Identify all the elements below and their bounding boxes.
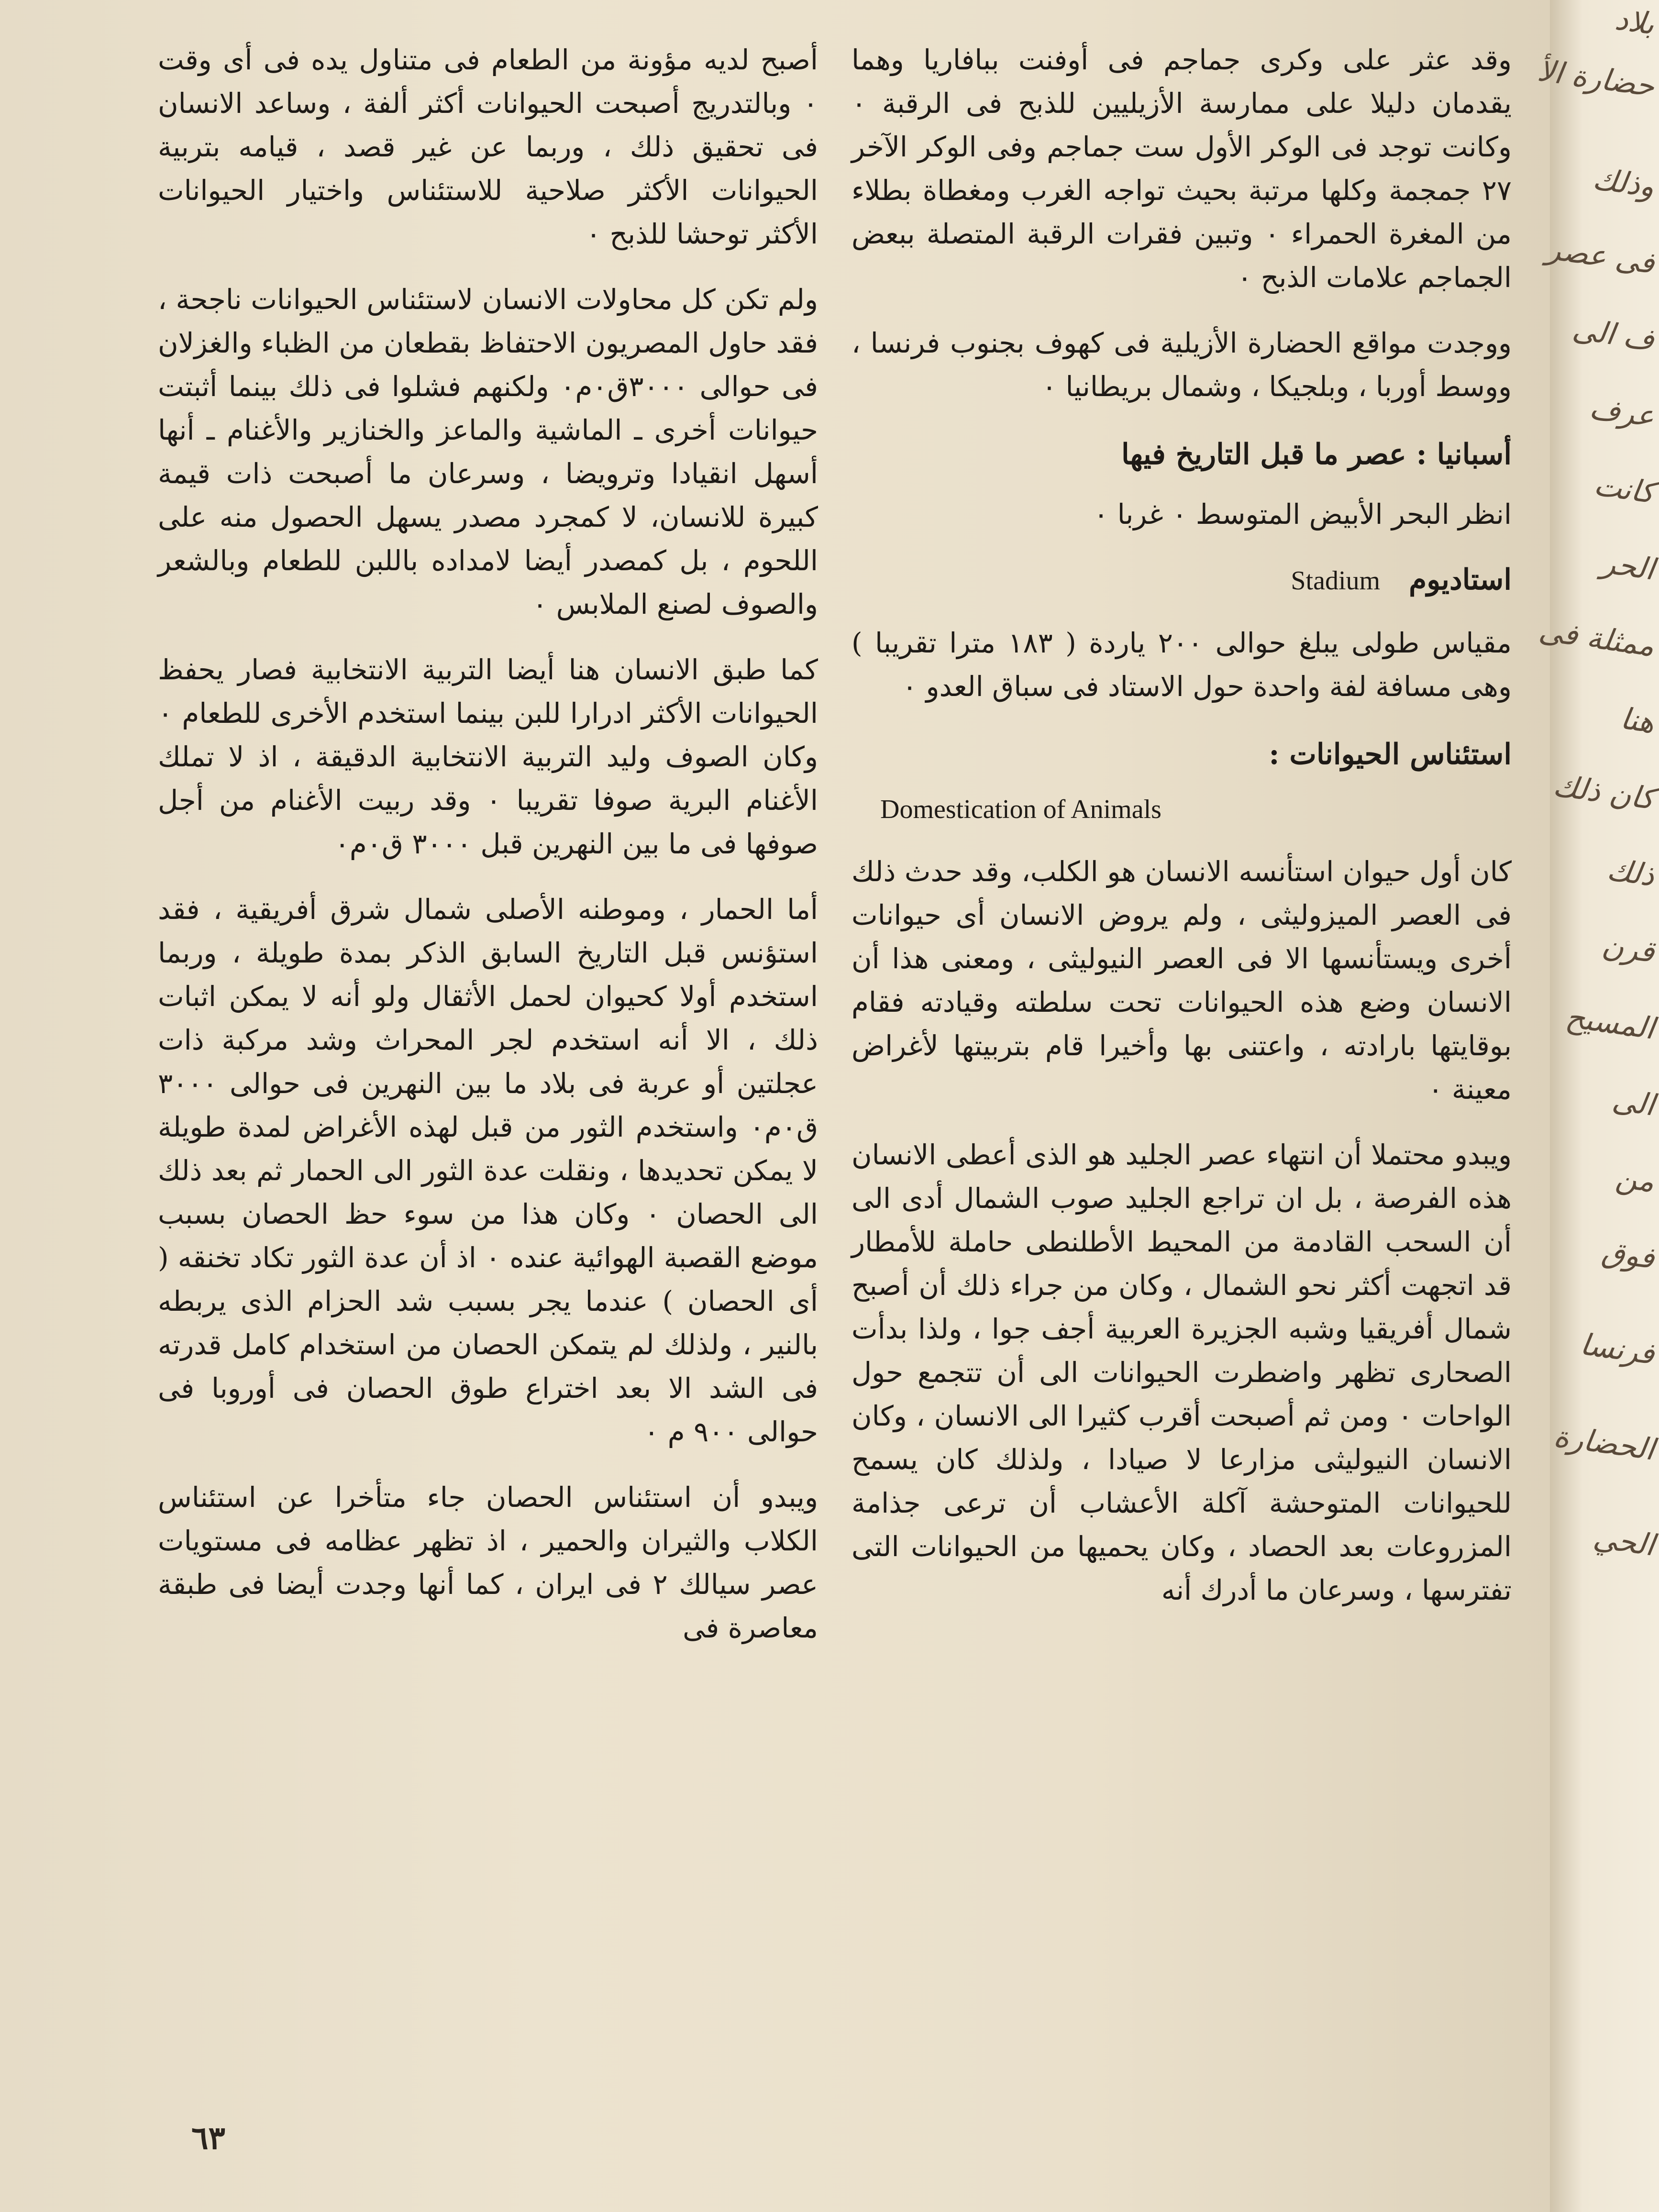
paragraph-first-domesticated: كان أول حيوان استأنسه الانسان هو الكلب، وقد حدث ذلك فى العصر الميزوليثى ، ولم يروض الانسان أى حيوانات أخرى ويستأنسها الا فى العصر النيوليثى ، ومعنى هذا أن الانسان وضع هذه الحيوانات تحت سلطته وقيادته فقام بوقايتها بارادته ، واعتنى بها وأخيرا قام بتربيتها لأغراض معينة ٠ <box>852 855 1512 1106</box>
edge-text: المسيح <box>1563 999 1657 1046</box>
heading-domestication-arabic: استئناس الحيوانات : <box>1269 738 1512 771</box>
paragraph-horse: ويبدو أن استئناس الحصان جاء متأخرا عن استئناس الكلاب والثيران والحمير ، اذ تظهر عظامه فى مستويات عصر سيالك ٢ فى ايران ، كما أنها وجدت أيضا فى طبقة معاصرة فى <box>158 1481 818 1644</box>
edge-text: ذلك <box>1605 852 1657 893</box>
heading-domestication-latin: Domestication of Animals <box>880 795 1161 824</box>
paragraph-food-supply: أصبح لديه مؤونة من الطعام فى متناول يده فى أى وقت ٠ وبالتدريج أصبحت الحيوانات أكثر ألفة ، وساعد الانسان فى تحقيق ذلك ، وربما عن غير قصد ، قيامه بتربية الحيوانات الأكثر صلاحية للاستئناس واختيار الحيوانات الأكثر توحشا للذبح ٠ <box>158 44 818 250</box>
edge-text: حضارة الأ <box>1535 53 1657 104</box>
next-page-edge <box>1535 0 1659 2212</box>
edge-text: الحي <box>1591 1519 1657 1563</box>
heading-spain: أسبانيا : عصر ما قبل التاريخ فيها <box>1121 438 1512 471</box>
page-number: ٦٣ <box>191 2119 225 2157</box>
edge-text: بلاد <box>1613 1 1657 42</box>
edge-text: فى عصر <box>1545 231 1657 281</box>
edge-text: ممثلة فى <box>1537 612 1657 664</box>
edge-text: فوق <box>1600 1234 1657 1276</box>
edge-text: الى <box>1610 1082 1657 1123</box>
paragraph-ice-age: ويبدو محتملا أن انتهاء عصر الجليد هو الذى أعطى الانسان هذه الفرصة ، بل ان تراجع الجليد صوب الشمال أدى الى أن السحب القادمة من المحيط الأطلنطى حاملة للأمطار قد اتجهت أكثر نحو الشمال ، وكان من جراء ذلك أن أصبح شمال أفريقيا وشبه الجزيرة العربية أجف جوا ، ولذا بدأت الصحارى تظهر واضطرت الحيوانات الى أن تتجمع حول الواحات ٠ ومن ثم أصبحت أقرب كثيرا الى الانسان ، وكان الانسان النيوليثى مزارعا لا صيادا ، ولذلك كان يسمح للحيوانات المتوحشة آكلة الأعشاب أن ترعى جذامة المزروعات بعد الحصاد ، وكان يحميها من الحيوانات التى تفترسها ، وسرعان ما أدرك أنه <box>852 1139 1512 1606</box>
heading-stadium <box>852 558 1512 602</box>
edge-text: هنا <box>1618 700 1657 740</box>
paragraph-azilian-skulls: وقد عثر على وكرى جماجم فى أوفنت ببافاريا وهما يقدمان دليلا على ممارسة الأزيليين للذبح فى الرقبة ٠ وكانت توجد فى الوكر الأول ست جماجم وفى الوكر الآخر ٢٧ جمجمة وكلها مرتبة بحيث تواجه الغرب ومغطاة بطلاء من المغرة الحمراء ٠ وتبين فقرات الرقبة المتصلة ببعض الجماجم علامات الذبح ٠ <box>852 44 1512 294</box>
edge-text: الحر <box>1599 545 1657 587</box>
edge-text: ف الى <box>1570 311 1657 357</box>
edge-text: من <box>1614 1159 1657 1199</box>
edge-text: وذلك <box>1591 161 1657 204</box>
paragraph-donkey: أما الحمار ، وموطنه الأصلى شمال شرق أفريقية ، فقد استؤنس قبل التاريخ السابق الذكر بمدة طويلة ، وربما استخدم أولا كحيوان لحمل الأثقال ولو أنه لا يمكن اثبات ذلك ، الا أنه استخدم لجر المحراث وشد مركبة ذات عجلتين أو عربة فى بلاد ما بين النهرين فى حوالى ٣٠٠٠ ق٠م٠ واستخدم الثور من قبل لهذه الأغراض لمدة طويلة لا يمكن تحديدها ، ونقلت عدة الثور الى الحمار ثم بعد ذلك الى الحصان ٠ وكان هذا من سوء حظ الحصان بسبب موضع القصبة الهوائية عنده ٠ اذ أن عدة الثور تكاد تخنقه ( أى الحصان ) عندما يجر بسبب شد الحزام الذى يربطه بالنير ، ولذلك لم يتمكن الحصان من استخدام كامل قدرته فى الشد الا بعد اختراع طوق الحصان فى أوروبا فى حوالى ٩٠٠ م ٠ <box>158 893 818 1448</box>
paragraph-selective-breeding: كما طبق الانسان هنا أيضا التربية الانتخابية فصار يحفظ الحيوانات الأكثر ادرارا للبن بينما استخدم الأخرى للطعام ٠ وكان الصوف وليد التربية الانتخابية الدقيقة ، اذ لا تملك الأغنام البرية صوفا تقريبا ٠ وقد ربيت الأغنام من أجل صوفها فى ما بين النهرين قبل ٣٠٠٠ ق٠م٠ <box>158 653 818 860</box>
edge-text: كان ذلك <box>1551 767 1657 817</box>
paragraph-stadium: مقياس طولى يبلغ حوالى ٢٠٠ ياردة ( ١٨٣ مترا تقريبا ) وهى مسافة لفة واحدة حول الاستاد فى سباق العدو ٠ <box>852 627 1512 703</box>
edge-text: الحضارة <box>1551 1418 1657 1467</box>
left-column <box>158 38 818 1672</box>
right-column <box>852 38 1512 1634</box>
edge-text: قرن <box>1600 928 1657 970</box>
heading-stadium-arabic: استاديوم <box>1409 563 1512 597</box>
paragraph-attempts: ولم تكن كل محاولات الانسان لاستئناس الحيوانات ناجحة ، فقد حاول المصريون الاحتفاظ بقطعان من الظباء والغزلان فى حوالى ٣٠٠٠ق٠م٠ ولكنهم فشلوا فى ذلك بينما أثبتت حيوانات أخرى ـ الماشية والماعز والخنازير والأغنام ـ أنها أسهل انقيادا وترويضا ، وسرعان ما أصبحت ذات قيمة كبيرة للانسان، لا كمجرد مصدر يسهل الحصول منه على اللحوم ، بل كمصدر أيضا لامداده باللبن للطعام وبالشعر والصوف لصنع الملابس ٠ <box>158 283 818 620</box>
paragraph-azilian-sites: ووجدت مواقع الحضارة الأزيلية فى كهوف بجنوب فرنسا ، ووسط أوربا ، وبلجيكا ، وشمال بريطانيا ٠ <box>852 327 1512 403</box>
edge-text: عرف <box>1587 390 1657 434</box>
edge-text: فرنسا <box>1578 1326 1657 1371</box>
edge-text: كانت <box>1592 467 1657 510</box>
heading-stadium-latin: Stadium <box>1291 566 1381 596</box>
paragraph-spain-reference: انظر البحر الأبيض المتوسط ٠ غربا ٠ <box>1094 498 1512 531</box>
